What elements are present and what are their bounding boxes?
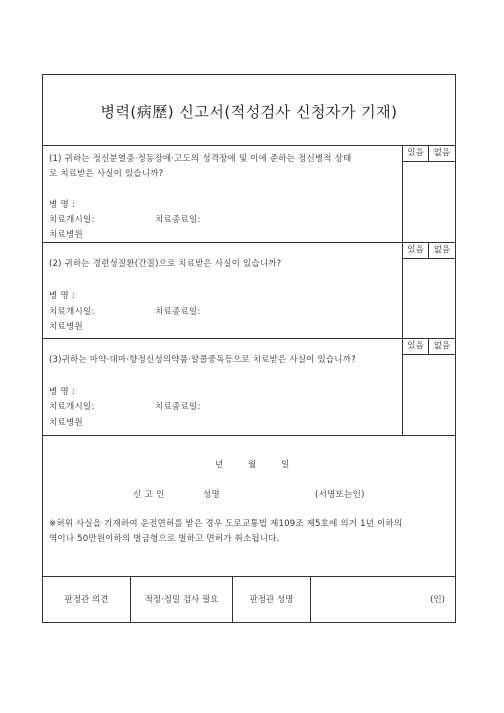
question-area-3 — [43, 339, 403, 435]
disease-name-field-3[interactable]: 병 명 : — [49, 387, 76, 397]
signature-row — [43, 488, 455, 502]
treatment-end-field-1[interactable]: 치료종료일: — [155, 215, 201, 225]
judge-opinion-label: 판정관 의견 — [43, 577, 131, 623]
question-2-line-1: (2) 귀하는 경련성질환(간질)으로 치료받은 사실이 있습니까? — [49, 259, 282, 269]
date-row — [43, 458, 455, 472]
treatment-end-field-2[interactable]: 치료종료일: — [155, 307, 201, 317]
treatment-end-field-3[interactable]: 치료종료일: — [155, 402, 201, 412]
hospital-field-2[interactable]: 치료병원 — [49, 322, 84, 332]
judge-seal-field[interactable]: (인) — [430, 595, 445, 605]
legal-warning — [49, 517, 449, 547]
treatment-start-field-3[interactable]: 치료개시일: — [49, 402, 95, 412]
answer-area-1 — [403, 146, 455, 242]
answer-yes-1[interactable]: 있음 — [403, 146, 429, 162]
answer-no-1[interactable]: 없음 — [433, 148, 451, 158]
question-3-line-1: (3)귀하는 마약·대마·향정신성의약품·알콜중독등으로 치료받은 사실이 있습니까? — [49, 355, 356, 365]
answer-no-3[interactable]: 없음 — [433, 341, 451, 351]
question-1-line-2: 로 치료받은 사실이 있습니까? — [49, 169, 164, 179]
reporter-label: 신 고 인 — [133, 490, 165, 500]
judge-name-label: 판정관 성명 — [233, 577, 311, 623]
answer-no-2[interactable]: 없음 — [433, 245, 451, 255]
date-month[interactable]: 월 — [248, 460, 257, 470]
signature-field[interactable]: (서명또는인) — [315, 490, 365, 500]
title-row — [43, 75, 455, 146]
answer-header-2 — [403, 243, 455, 259]
hospital-field-1[interactable]: 치료병원 — [49, 230, 84, 240]
question-section-2 — [43, 243, 455, 339]
question-section-3 — [43, 339, 455, 436]
treatment-start-field-1[interactable]: 치료개시일: — [49, 215, 95, 225]
detailed-check-field[interactable]: 적정·정밀 검사 필요 — [131, 577, 233, 623]
answer-yes-2[interactable]: 있음 — [403, 243, 429, 259]
question-area-2 — [43, 243, 403, 338]
reporter-name-field[interactable]: 성명 — [203, 490, 221, 500]
disease-name-field-1[interactable]: 병 명 : — [49, 200, 76, 210]
form-title: 병력(病歷) 신고서(적성검사 신청자가 기재) — [100, 103, 398, 121]
answer-header-1 — [403, 146, 455, 162]
hospital-field-3[interactable]: 치료병원 — [49, 418, 84, 428]
treatment-start-field-2[interactable]: 치료개시일: — [49, 307, 95, 317]
date-day[interactable]: 일 — [281, 460, 290, 470]
question-section-1 — [43, 146, 455, 243]
question-1-line-1: (1) 귀하는 정신분열증·정동장애·고도의 성격장애 및 이에 준하는 정신병적 상태 — [49, 154, 352, 164]
answer-header-3 — [403, 339, 455, 355]
report-form — [42, 74, 456, 623]
answer-yes-3[interactable]: 있음 — [403, 339, 429, 355]
warning-line-2: 역이나 50만원이하의 벌금형으로 벌하고 면허가 취소됩니다. — [49, 534, 280, 544]
date-year[interactable]: 년 — [215, 460, 224, 470]
answer-area-2 — [403, 243, 455, 338]
judge-row — [43, 576, 455, 623]
warning-line-1: ※허위 사실을 기재하여 운전면허를 받은 경우 도로교통법 제109조 제5호에 의거 1년 이하의 — [49, 519, 403, 529]
question-area-1 — [43, 146, 403, 242]
answer-area-3 — [403, 339, 455, 435]
disease-name-field-2[interactable]: 병 명 : — [49, 291, 76, 301]
